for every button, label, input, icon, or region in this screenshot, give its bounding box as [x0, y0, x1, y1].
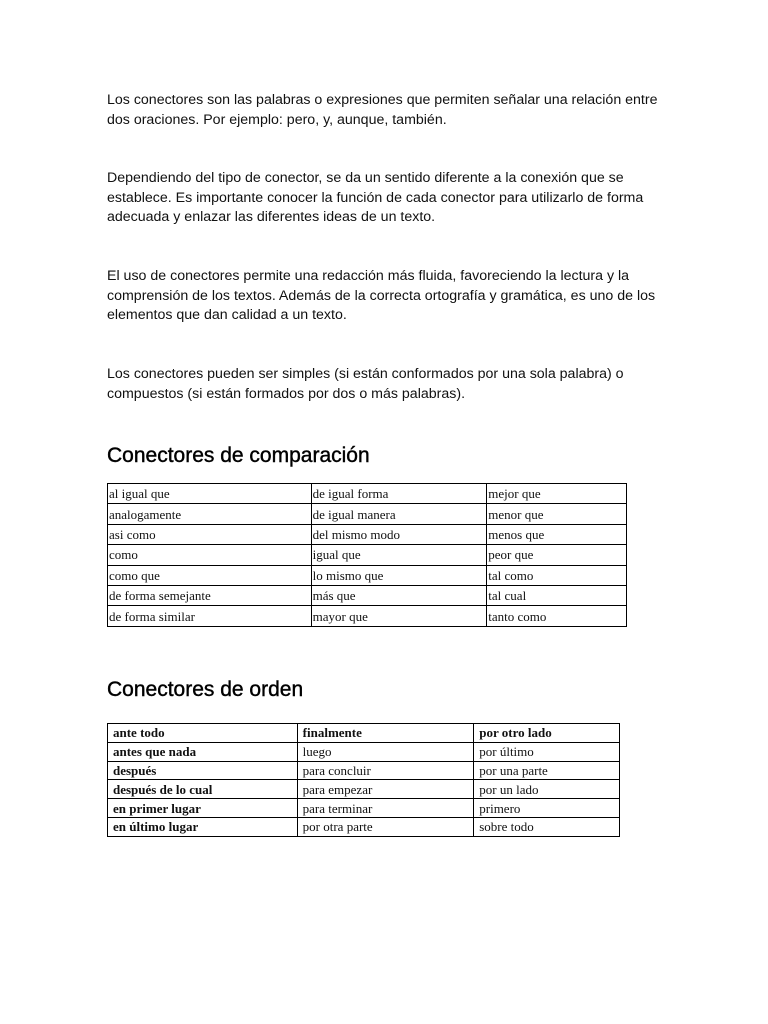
paragraph-function: Dependiendo del tipo de conector, se da un sentido diferente a la conexión que se establece. Es importante conocer la función de cada conector para utilizarlo de forma adecuada y enlazar las diferentes ideas de un texto.	[107, 170, 644, 225]
table-cell: en último lugar	[108, 817, 298, 836]
table-row	[108, 817, 620, 836]
table-cell: para concluir	[297, 761, 474, 780]
heading-comparacion: Conectores de comparación	[107, 444, 370, 467]
table-cell: antes que nada	[108, 742, 298, 761]
table-cell: para terminar	[297, 799, 474, 818]
table-comparacion	[107, 483, 627, 627]
table-cell: primero	[474, 799, 620, 818]
table-row	[108, 484, 627, 504]
table-row	[108, 565, 627, 585]
table-cell: menos que	[487, 524, 627, 544]
table-row	[108, 780, 620, 799]
table-cell: como	[108, 545, 312, 565]
table-cell: de igual forma	[311, 484, 487, 504]
table-cell: de forma semejante	[108, 585, 312, 605]
table-cell: por otra parte	[297, 817, 474, 836]
table-row	[108, 524, 627, 544]
paragraph-usage: El uso de conectores permite una redacción más fluida, favoreciendo la lectura y la comprensión de los textos. Además de la correcta ortografía y gramática, es uno de los elementos que dan calidad a un texto.	[107, 268, 656, 323]
table-cell: del mismo modo	[311, 524, 487, 544]
table-row	[108, 761, 620, 780]
table-row	[108, 742, 620, 761]
table-row	[108, 504, 627, 524]
table-cell: lo mismo que	[311, 565, 487, 585]
table-cell: finalmente	[297, 724, 474, 743]
table-orden	[107, 723, 620, 837]
table-row	[108, 606, 627, 626]
table-cell: de igual manera	[311, 504, 487, 524]
table-cell: menor que	[487, 504, 627, 524]
table-cell: por último	[474, 742, 620, 761]
table-cell: como que	[108, 565, 312, 585]
table-cell: peor que	[487, 545, 627, 565]
table-cell: mayor que	[311, 606, 487, 626]
table-cell: al igual que	[108, 484, 312, 504]
table-cell: tal como	[487, 565, 627, 585]
paragraph-definition: Los conectores son las palabras o expresiones que permiten señalar una relación entre dos oraciones. Por ejemplo: pero, y, aunque, también.	[107, 92, 658, 128]
table-cell: más que	[311, 585, 487, 605]
table-cell: tal cual	[487, 585, 627, 605]
table-cell: después	[108, 761, 298, 780]
table-cell: asi como	[108, 524, 312, 544]
table-cell: igual que	[311, 545, 487, 565]
table-cell: luego	[297, 742, 474, 761]
table-cell: tanto como	[487, 606, 627, 626]
table-cell: en primer lugar	[108, 799, 298, 818]
table-cell: después de lo cual	[108, 780, 298, 799]
table-cell: analogamente	[108, 504, 312, 524]
table-row	[108, 545, 627, 565]
table-cell: por una parte	[474, 761, 620, 780]
table-cell: por otro lado	[474, 724, 620, 743]
table-row	[108, 585, 627, 605]
table-cell: mejor que	[487, 484, 627, 504]
table-cell: para empezar	[297, 780, 474, 799]
table-cell: de forma similar	[108, 606, 312, 626]
heading-orden: Conectores de orden	[107, 678, 304, 701]
table-row	[108, 799, 620, 818]
table-cell: ante todo	[108, 724, 298, 743]
paragraph-types: Los conectores pueden ser simples (si están conformados por una sola palabra) o compuestos (si están formados por dos o más palabras).	[107, 366, 624, 402]
table-cell: por un lado	[474, 780, 620, 799]
table-row	[108, 724, 620, 743]
table-cell: sobre todo	[474, 817, 620, 836]
